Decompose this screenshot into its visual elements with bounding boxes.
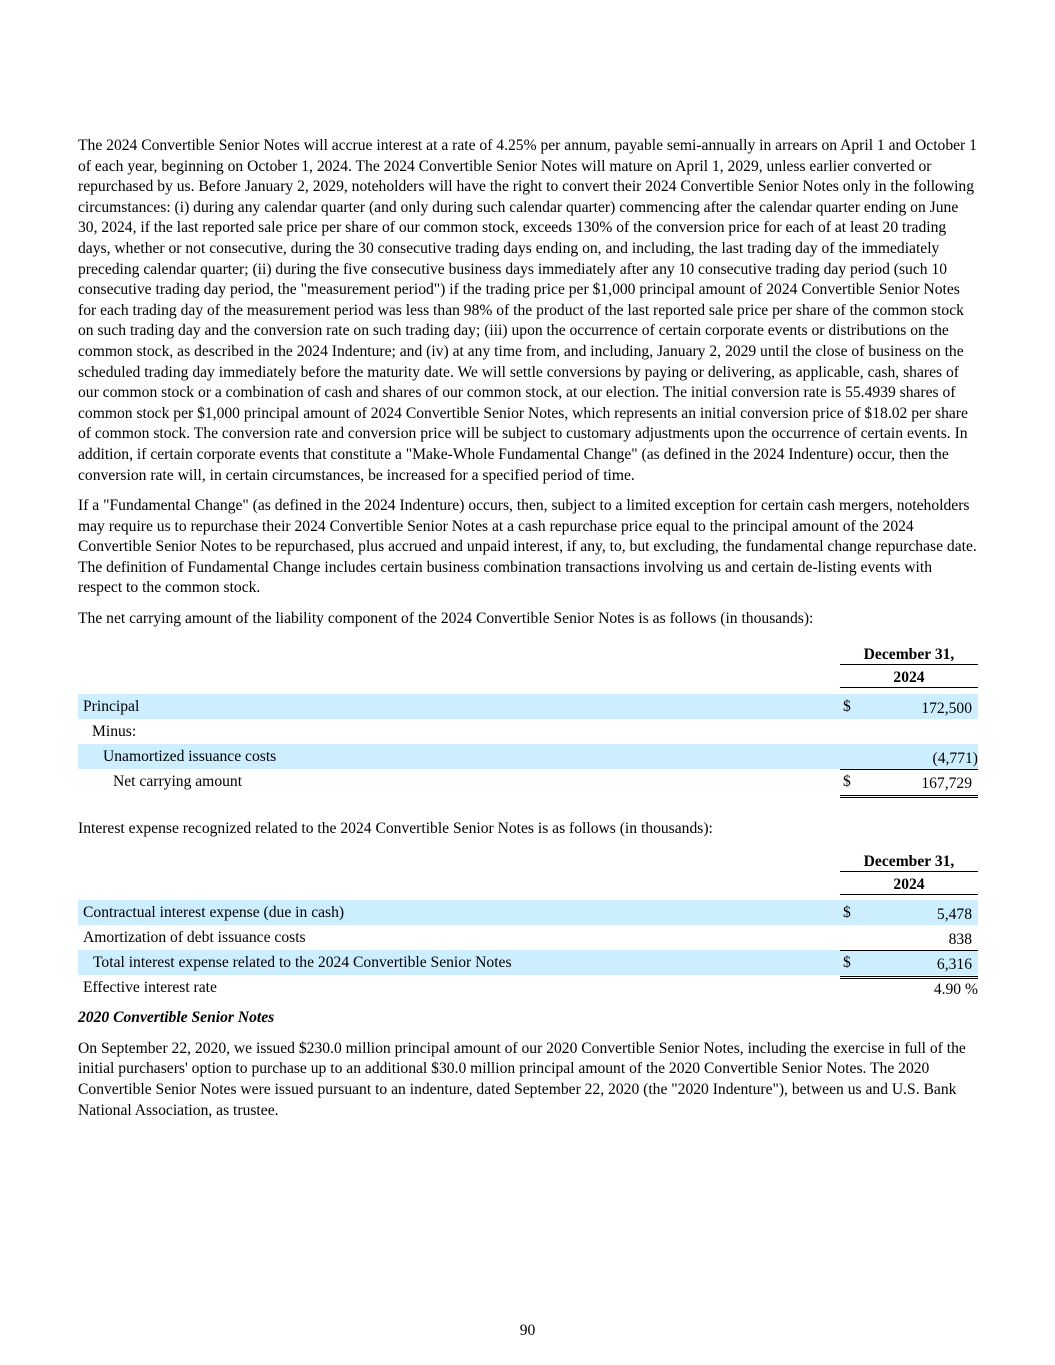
header-year: 2024 xyxy=(840,669,978,688)
table-row xyxy=(78,744,978,769)
table-row xyxy=(78,769,978,794)
section-heading: 2020 Convertible Senior Notes xyxy=(78,1009,275,1027)
row-dollar-sign: $ xyxy=(843,904,851,922)
row-value: 838 xyxy=(948,931,972,949)
paragraph-carrying-amount-intro: The net carrying amount of the liability component of the 2024 Convertible Senior Notes is as follows (in thousands): xyxy=(78,610,814,628)
row-label: Unamortized issuance costs xyxy=(103,747,277,765)
row-label: Amortization of debt issuance costs xyxy=(83,929,306,947)
page-number: 90 xyxy=(519,1322,536,1339)
table-row xyxy=(78,950,978,975)
row-value: 4.90 % xyxy=(933,981,978,999)
table-row xyxy=(78,694,978,719)
carrying-amount-table xyxy=(78,646,978,794)
row-value: 6,316 xyxy=(936,956,972,974)
header-date: December 31, xyxy=(840,853,978,872)
paragraph-interest-expense-intro: Interest expense recognized related to the 2024 Convertible Senior Notes is as follows (in thousands): xyxy=(78,819,713,837)
row-label: Total interest expense related to the 2024 Convertible Senior Notes xyxy=(93,954,512,972)
paragraph-2020-notes: On September 22, 2020, we issued $230.0 million principal amount of our 2020 Convertible Senior Notes, including the exercise in full of the initial purchasers' option to purchase up to an additional $30.0 million principal amount of the 2020 Convertible Senior Notes. The 2020 Convertible Senior Notes were issued pursuant to an indenture, dated September 22, 2020 (the "2020 Indenture"), between us and U.S. Bank National Association, as trustee. xyxy=(78,1039,966,1119)
table-row xyxy=(78,925,978,950)
paragraph-fundamental-change: If a "Fundamental Change" (as defined in the 2024 Indenture) occurs, then, subject to a limited exception for certain cash mergers, noteholders may require us to repurchase their 2024 Convertible Senior Notes at a cash repurchase price equal to the principal amount of the 2024 Convertible Senior Notes to be repurchased, plus accrued and unpaid interest, if any, to, but excluding, the fundamental change repurchase date. The definition of Fundamental Change includes certain business combination transactions involving us and certain de-listing events with respect to the common stock. xyxy=(78,497,977,597)
interest-expense-table xyxy=(78,853,978,1000)
table-header-year-row xyxy=(78,876,978,898)
table-row xyxy=(78,719,978,744)
header-year: 2024 xyxy=(840,876,978,895)
row-value: 172,500 xyxy=(921,699,972,717)
row-value: 167,729 xyxy=(921,774,972,792)
row-value: (4,771) xyxy=(932,749,978,767)
row-label: Minus: xyxy=(92,722,137,740)
row-label: Net carrying amount xyxy=(113,772,243,790)
table-header-date-row xyxy=(78,646,978,668)
table-header-date-row xyxy=(78,853,978,875)
row-dollar-sign: $ xyxy=(843,697,851,715)
row-label: Effective interest rate xyxy=(83,979,217,997)
row-dollar-sign: $ xyxy=(843,772,851,790)
table-header-year-row xyxy=(78,669,978,691)
table-row xyxy=(78,975,978,1000)
document-page xyxy=(78,136,978,1121)
table-row xyxy=(78,900,978,925)
row-label: Principal xyxy=(83,697,140,715)
row-value: 5,478 xyxy=(936,906,972,924)
row-dollar-sign: $ xyxy=(843,954,851,972)
header-date: December 31, xyxy=(840,646,978,665)
paragraph-conversion-terms: The 2024 Convertible Senior Notes will accrue interest at a rate of 4.25% per annum, payable semi-annually in arrears on April 1 and October 1 of each year, beginning on October 1, 2024. The 2024 Convertible Senior Notes will mature on April 1, 2029, unless earlier converted or repurchased by us. Before January 2, 2029, noteholders will have the right to convert their 2024 Convertible Senior Notes only in the following circumstances: (i) during any calendar quarter (and only during such calendar quarter) commencing after the calendar quarter ending on June 30, 2024, if the last reported sale price per share of our common stock, exceeds 130% of the conversion price for each of at least 20 trading days, whether or not consecutive, during the 30 consecutive trading days ending on, and including, the last trading day of the immediately preceding calendar quarter; (ii) during the five consecutive business days immediately after any 10 consecutive trading day period (such 10 consecutive trading day period, the "measurement period") if the trading price per $1,000 principal amount of 2024 Convertible Senior Notes for each trading day of the measurement period was less than 98% of the product of the last reported sale price per share of the common stock on such trading day and the conversion rate on such trading day; (iii) upon the occurrence of certain corporate events or distributions on the common stock, as described in the 2024 Indenture; and (iv) at any time from, and including, January 2, 2029 until the close of business on the scheduled trading day immediately before the maturity date. We will settle conversions by paying or delivering, as applicable, cash, shares of our common stock or a combination of cash and shares of our common stock, at our election. The initial conversion rate is 55.4939 shares of common stock per $1,000 principal amount of 2024 Convertible Senior Notes, which represents an initial conversion price of $18.02 per share of common stock. The conversion rate and conversion price will be subject to customary adjustments upon the occurrence of certain events. In addition, if certain corporate events that constitute a "Make-Whole Fundamental Change" (as defined in the 2024 Indenture) occur, then the conversion rate will, in certain circumstances, be increased for a specified period of time. xyxy=(78,137,977,484)
row-label: Contractual interest expense (due in cash) xyxy=(83,904,345,922)
